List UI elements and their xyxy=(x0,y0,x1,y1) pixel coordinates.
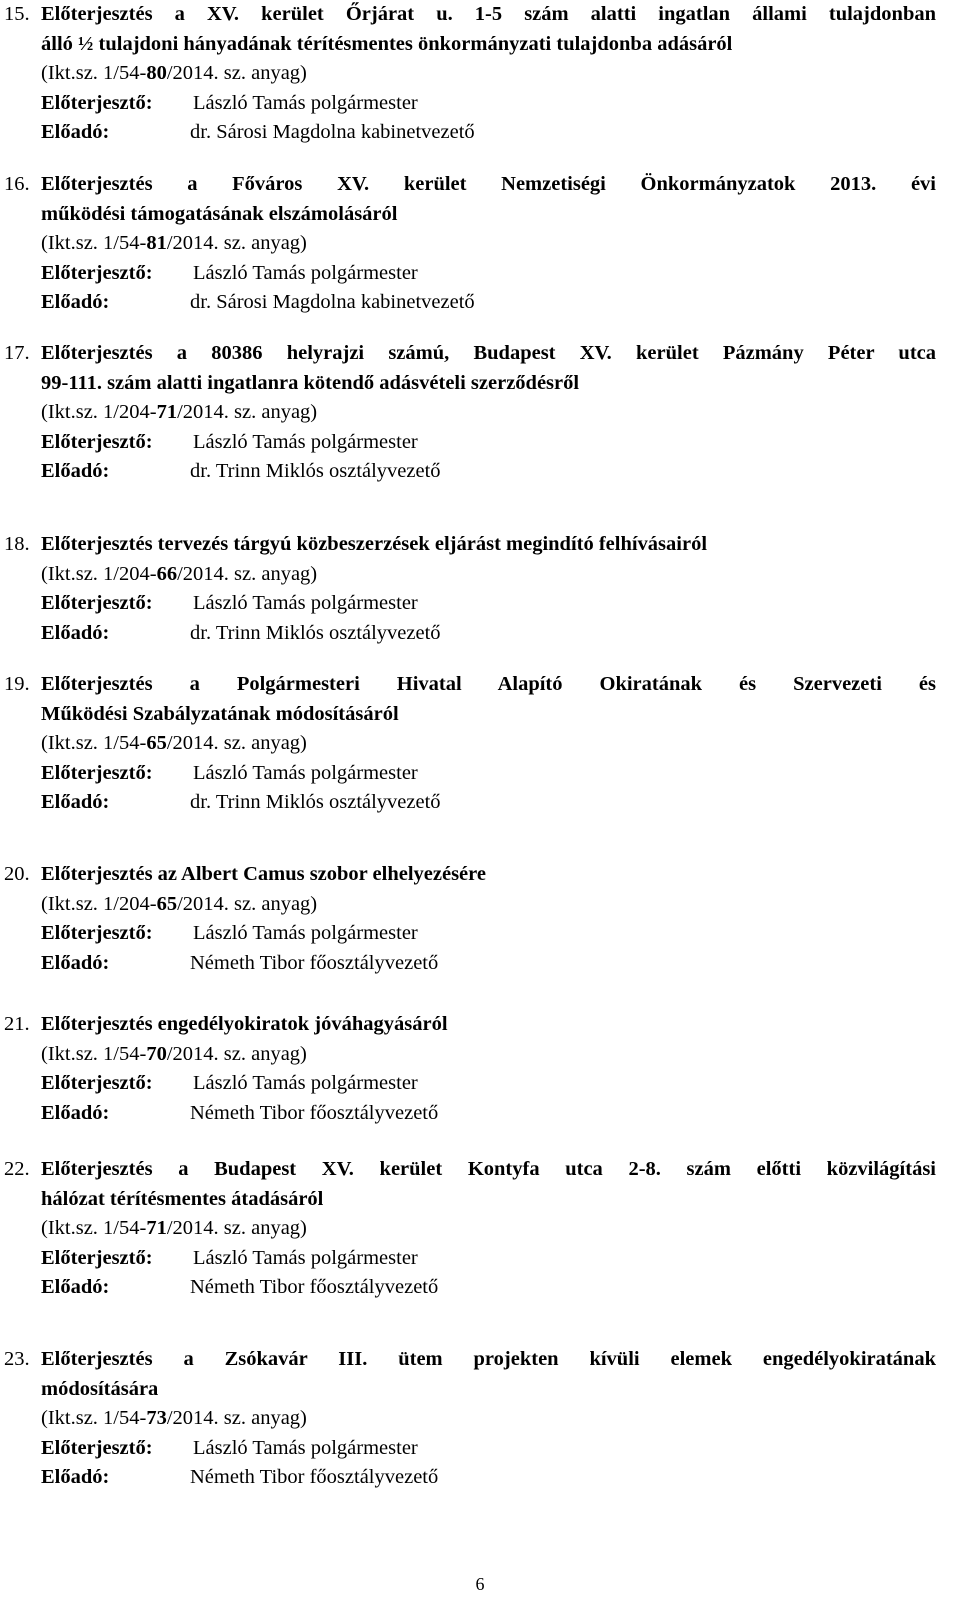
speaker-name: dr. Trinn Miklós osztályvezető xyxy=(190,791,441,813)
presenter-name: László Tamás polgármester xyxy=(193,592,418,614)
agenda-item-title: működési támogatásának elszámolásáról xyxy=(41,202,398,225)
presenter-label: Előterjesztő: xyxy=(41,761,153,784)
agenda-item-title: álló ½ tulajdoni hányadának térítésmentes önkormányzati tulajdonba adásáról xyxy=(41,32,733,55)
agenda-item-title: Előterjesztés tervezés tárgyú közbeszerzések eljárást megindító felhívásairól xyxy=(41,533,708,555)
reference-number: 73 xyxy=(146,1407,167,1429)
agenda-item-reference xyxy=(41,1214,307,1243)
presenter-row xyxy=(0,919,960,948)
reference-prefix: (Ikt.sz. 1/54- xyxy=(41,232,147,254)
agenda-item-number: 20. xyxy=(4,863,30,885)
speaker-name: dr. Sárosi Magdolna kabinetvezető xyxy=(190,291,475,313)
agenda-item-number: 17. xyxy=(4,342,30,364)
speaker-row xyxy=(0,1273,960,1302)
agenda-item-number: 22. xyxy=(4,1158,30,1180)
speaker-name: dr. Trinn Miklós osztályvezető xyxy=(190,621,441,644)
agenda-item-title: Előterjesztés engedélyokiratok jóváhagyásáról xyxy=(41,1013,448,1035)
presenter-name: László Tamás polgármester xyxy=(193,261,418,284)
reference-suffix: /2014. sz. anyag) xyxy=(166,62,307,84)
agenda-item-reference xyxy=(41,729,307,758)
presenter-row xyxy=(0,759,960,788)
reference-number: 71 xyxy=(146,1217,167,1239)
presenter-label: Előterjesztő: xyxy=(41,91,153,114)
presenter-name: László Tamás polgármester xyxy=(193,922,418,944)
reference-prefix: (Ikt.sz. 1/204- xyxy=(41,892,157,915)
presenter-label: Előterjesztő: xyxy=(41,1246,153,1269)
reference-suffix: /2014. sz. anyag) xyxy=(166,1042,307,1065)
speaker-row xyxy=(0,118,960,147)
presenter-row xyxy=(0,428,960,457)
reference-prefix: (Ikt.sz. 1/204- xyxy=(41,401,157,423)
agenda-item-title: Előterjesztés a Budapest XV. kerület Kontyfa utca 2-8. szám előtti közvilágítási xyxy=(41,1158,936,1180)
agenda-item-number: 23. xyxy=(4,1348,30,1370)
reference-prefix: (Ikt.sz. 1/54- xyxy=(41,1042,147,1065)
agenda-item-reference xyxy=(41,1040,307,1069)
speaker-label: Előadó: xyxy=(41,1101,110,1124)
agenda-item-number: 18. xyxy=(4,533,30,555)
presenter-name: László Tamás polgármester xyxy=(193,1246,418,1269)
speaker-label: Előadó: xyxy=(41,791,110,813)
speaker-row xyxy=(0,1463,960,1492)
agenda-item-reference xyxy=(41,398,317,427)
presenter-label: Előterjesztő: xyxy=(41,1072,153,1094)
agenda-item-number: 21. xyxy=(4,1013,30,1035)
agenda-item-title: Előterjesztés a Polgármesteri Hivatal Alapító Okiratának és Szervezeti és xyxy=(41,673,936,695)
agenda-item-number: 16. xyxy=(4,173,30,195)
presenter-label: Előterjesztő: xyxy=(41,922,153,944)
agenda-item-title: Előterjesztés a Zsókavár III. ütem projekten kívüli elemek engedélyokiratának xyxy=(41,1348,936,1370)
presenter-label: Előterjesztő: xyxy=(41,261,153,284)
speaker-label: Előadó: xyxy=(41,1276,110,1298)
agenda-item-number: 15. xyxy=(4,3,30,25)
presenter-row xyxy=(0,89,960,118)
agenda-item-reference xyxy=(41,229,307,258)
reference-number: 70 xyxy=(146,1042,167,1065)
speaker-label: Előadó: xyxy=(41,460,110,482)
reference-suffix: /2014. sz. anyag) xyxy=(177,562,318,585)
reference-suffix: /2014. sz. anyag) xyxy=(166,232,307,254)
speaker-name: dr. Trinn Miklós osztályvezető xyxy=(190,460,441,482)
speaker-label: Előadó: xyxy=(41,951,110,974)
agenda-item-number: 19. xyxy=(4,673,30,695)
page-number: 6 xyxy=(475,1574,485,1594)
agenda-item-reference xyxy=(41,1404,307,1433)
reference-suffix: /2014. sz. anyag) xyxy=(177,892,318,915)
presenter-row xyxy=(0,589,960,618)
reference-prefix: (Ikt.sz. 1/54- xyxy=(41,1407,147,1429)
speaker-row xyxy=(0,619,960,648)
reference-prefix: (Ikt.sz. 1/54- xyxy=(41,62,147,84)
presenter-label: Előterjesztő: xyxy=(41,1436,153,1459)
agenda-item-title: Előterjesztés az Albert Camus szobor elhelyezésére xyxy=(41,863,486,885)
speaker-label: Előadó: xyxy=(41,121,110,143)
speaker-label: Előadó: xyxy=(41,621,110,644)
reference-suffix: /2014. sz. anyag) xyxy=(166,732,307,754)
agenda-item-title: hálózat térítésmentes átadásáról xyxy=(41,1187,324,1210)
speaker-row xyxy=(0,1099,960,1128)
agenda-item-title: 99-111. szám alatti ingatlanra kötendő adásvételi szerződésről xyxy=(41,371,580,394)
speaker-label: Előadó: xyxy=(41,291,110,313)
reference-suffix: /2014. sz. anyag) xyxy=(177,401,318,423)
speaker-row xyxy=(0,949,960,978)
presenter-row xyxy=(0,1244,960,1273)
agenda-item-title: Előterjesztés a Főváros XV. kerület Nemzetiségi Önkormányzatok 2013. évi xyxy=(41,173,936,195)
reference-prefix: (Ikt.sz. 1/54- xyxy=(41,1217,147,1239)
agenda-item-reference xyxy=(41,560,317,589)
reference-prefix: (Ikt.sz. 1/204- xyxy=(41,562,157,585)
reference-prefix: (Ikt.sz. 1/54- xyxy=(41,732,147,754)
speaker-label: Előadó: xyxy=(41,1466,110,1488)
reference-number: 66 xyxy=(156,562,178,585)
agenda-item-title: Előterjesztés a 80386 helyrajzi számú, Budapest XV. kerület Pázmány Péter utca xyxy=(41,342,936,364)
presenter-row xyxy=(0,1069,960,1098)
presenter-name: László Tamás polgármester xyxy=(193,1436,418,1459)
speaker-row xyxy=(0,788,960,817)
agenda-item-reference xyxy=(41,890,317,919)
reference-number: 65 xyxy=(146,732,167,754)
speaker-name: Németh Tibor főosztályvezető xyxy=(190,1466,439,1488)
speaker-name: dr. Sárosi Magdolna kabinetvezető xyxy=(190,121,475,143)
agenda-item-title: módosítására xyxy=(41,1377,159,1400)
reference-number: 81 xyxy=(146,232,167,254)
agenda-item-title: Előterjesztés a XV. kerület Őrjárat u. 1-5 szám alatti ingatlan állami tulajdonban xyxy=(41,3,936,25)
reference-suffix: /2014. sz. anyag) xyxy=(166,1407,307,1429)
agenda-item-title: Működési Szabályzatának módosításáról xyxy=(41,702,399,725)
speaker-name: Németh Tibor főosztályvezető xyxy=(190,951,439,974)
speaker-name: Németh Tibor főosztályvezető xyxy=(190,1276,439,1298)
speaker-name: Németh Tibor főosztályvezető xyxy=(190,1101,439,1124)
presenter-name: László Tamás polgármester xyxy=(193,430,418,453)
reference-suffix: /2014. sz. anyag) xyxy=(166,1217,307,1239)
speaker-row xyxy=(0,288,960,317)
presenter-label: Előterjesztő: xyxy=(41,430,153,453)
reference-number: 71 xyxy=(156,401,178,423)
presenter-row xyxy=(0,259,960,288)
presenter-name: László Tamás polgármester xyxy=(193,91,418,114)
presenter-name: László Tamás polgármester xyxy=(193,1072,418,1094)
presenter-row xyxy=(0,1434,960,1463)
agenda-item-reference xyxy=(41,59,307,88)
reference-number: 80 xyxy=(146,62,167,84)
presenter-label: Előterjesztő: xyxy=(41,592,153,614)
speaker-row xyxy=(0,457,960,486)
reference-number: 65 xyxy=(156,892,178,915)
presenter-name: László Tamás polgármester xyxy=(193,761,418,784)
